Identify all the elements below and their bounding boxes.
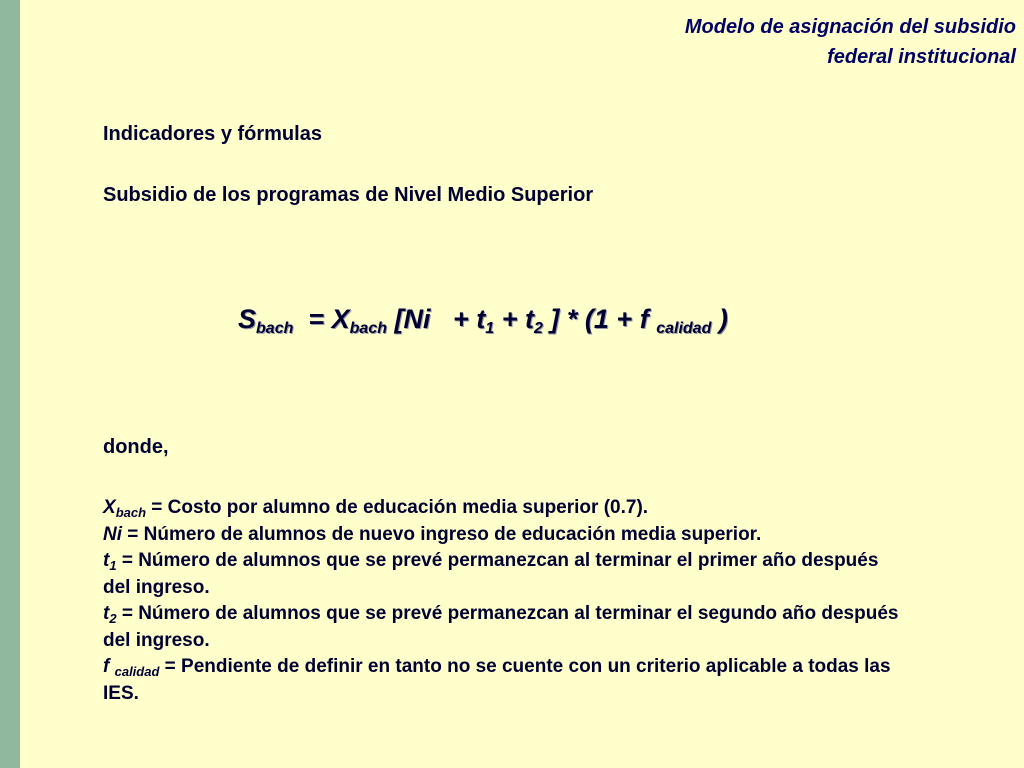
definition-item bbox=[103, 548, 903, 601]
definition-text: = Número de alumnos que se prevé permanezcan al terminar el segundo año después del ingreso. bbox=[103, 603, 899, 651]
formula-eq-x: = X bbox=[308, 304, 350, 334]
definition-sub: bach bbox=[115, 505, 147, 520]
definition-item bbox=[103, 654, 903, 707]
formula-f-sub: calidad bbox=[656, 320, 712, 337]
formula-t2-sub: 2 bbox=[533, 320, 543, 337]
heading-subsidio: Subsidio de los programas de Nivel Medio Superior bbox=[103, 184, 594, 206]
formula-s: S bbox=[238, 304, 257, 334]
definition-text: = Pendiente de definir en tanto no se cuente con un criterio aplicable a todas las IES. bbox=[103, 656, 891, 704]
definition-text: = Número de alumnos que se prevé permanezcan al terminar el primer año después del ingreso. bbox=[103, 550, 879, 598]
definition-sub: 1 bbox=[109, 558, 117, 573]
definition-text: = Número de alumnos de nuevo ingreso de educación media superior. bbox=[122, 523, 762, 545]
definition-sub: 2 bbox=[109, 611, 117, 626]
definition-symbol: f bbox=[103, 656, 115, 677]
formula-bracket-close: ] * ( bbox=[550, 304, 594, 334]
definition-symbol: Ni bbox=[103, 523, 122, 545]
formula-paren-close: ) bbox=[718, 304, 728, 334]
header-line-1: Modelo de asignación del subsidio bbox=[684, 16, 1016, 38]
donde-label: donde, bbox=[103, 436, 169, 458]
header-line-2: federal institucional bbox=[827, 46, 1016, 68]
definitions-list bbox=[103, 495, 903, 707]
slide-header bbox=[496, 12, 1016, 72]
formula-one-plus-f: 1 + f bbox=[593, 304, 649, 334]
definition-sub: calidad bbox=[114, 664, 160, 679]
formula-t1-sub: 1 bbox=[485, 320, 495, 337]
formula-ni: Ni bbox=[403, 304, 431, 334]
definition-item bbox=[103, 522, 903, 549]
definition-item bbox=[103, 601, 903, 654]
definition-symbol: t bbox=[103, 550, 110, 571]
formula-s-sub: bach bbox=[256, 320, 294, 337]
formula bbox=[238, 304, 728, 338]
definition-symbol: X bbox=[103, 497, 116, 518]
definition-symbol: t bbox=[103, 603, 110, 624]
heading-indicadores: Indicadores y fórmulas bbox=[103, 123, 322, 145]
definition-text: = Costo por alumno de educación media superior (0.7). bbox=[146, 497, 649, 518]
definition-item bbox=[103, 495, 903, 522]
formula-x-sub: bach bbox=[349, 320, 387, 337]
formula-plus-t1: + t bbox=[453, 304, 486, 334]
sidebar-stripe bbox=[0, 0, 20, 768]
formula-bracket-open: [ bbox=[394, 304, 404, 334]
formula-plus-t2: + t bbox=[501, 304, 534, 334]
